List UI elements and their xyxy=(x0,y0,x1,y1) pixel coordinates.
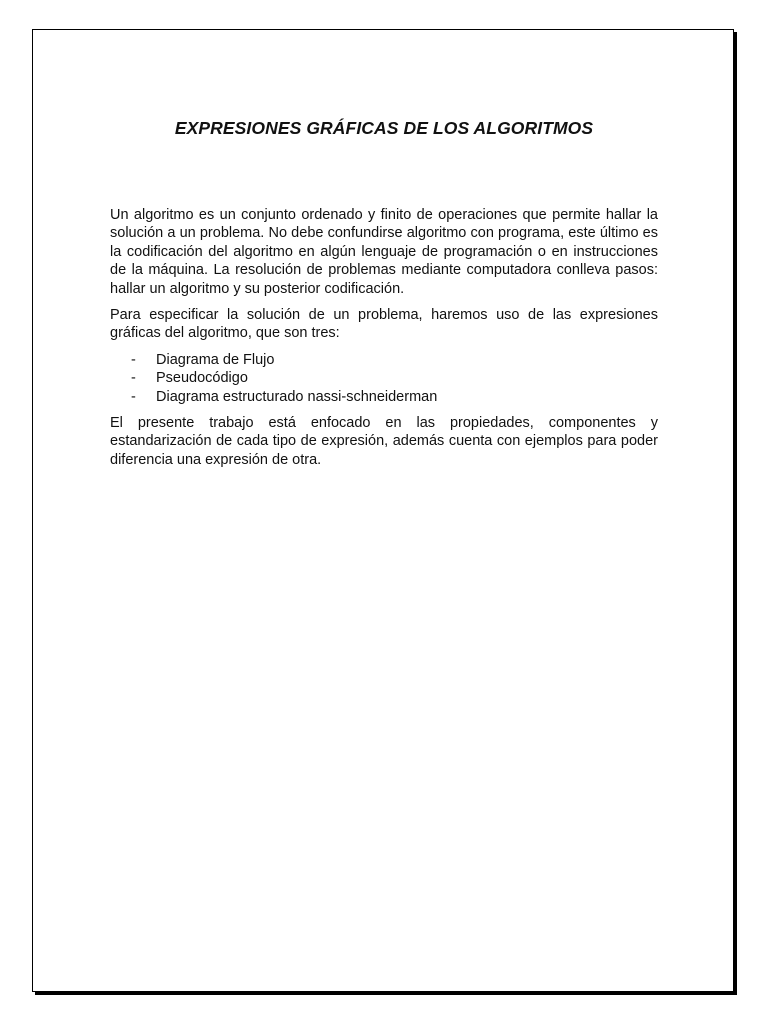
list-marker: - xyxy=(131,351,136,368)
list-item xyxy=(110,388,658,406)
page-frame xyxy=(32,29,734,992)
list-item-label: Diagrama estructurado nassi-schneiderman xyxy=(156,388,438,405)
list-marker: - xyxy=(131,388,136,405)
expressions-paragraph: Para especificar la solución de un problema, haremos uso de las expresiones gráficas del algoritmo, que son tres: xyxy=(110,307,658,342)
list-item xyxy=(110,351,658,369)
conclusion-paragraph: El presente trabajo está enfocado en las propiedades, componentes y estandarización de cada tipo de expresión, además cuenta con ejemplos para poder diferencia una expresión de otra. xyxy=(110,415,658,468)
list-item-label: Diagrama de Flujo xyxy=(156,351,275,368)
document-body xyxy=(110,206,658,477)
list-item-label: Pseudocódigo xyxy=(156,370,248,387)
list-marker: - xyxy=(131,370,136,387)
intro-paragraph: Un algoritmo es un conjunto ordenado y finito de operaciones que permite hallar la solución a un problema. No debe confundirse algoritmo con programa, este último es la codificación del algoritmo en algún lenguaje de programación o en instrucciones de la máquina. La resolución de problemas mediante computadora conlleva pasos: hallar un algoritmo y su posterior codificación. xyxy=(110,207,658,297)
document-title: EXPRESIONES GRÁFICAS DE LOS ALGORITMOS xyxy=(174,118,594,138)
expressions-list xyxy=(110,351,658,406)
list-item xyxy=(110,369,658,387)
